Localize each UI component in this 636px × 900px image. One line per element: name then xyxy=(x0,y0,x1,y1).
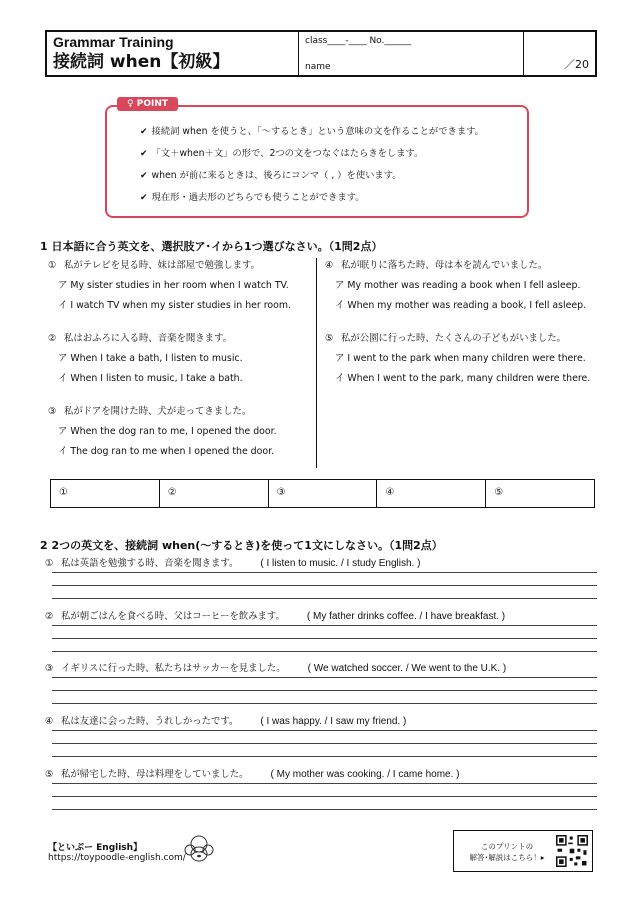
option-b[interactable]: イ The dog ran to me when I opened the door. xyxy=(58,446,275,457)
answer-lines[interactable] xyxy=(52,572,597,599)
option-a[interactable]: ア My mother was reading a book when I fell asleep. xyxy=(335,280,581,291)
answer-link-box[interactable] xyxy=(453,830,593,872)
check-icon: ✔ xyxy=(140,171,148,181)
question-number: ④ xyxy=(45,716,54,727)
answer-link-text xyxy=(462,841,552,863)
name-field[interactable]: name xyxy=(305,62,331,72)
question-number: ① xyxy=(45,558,54,569)
question-text: 私がドアを開けた時、犬が走ってきました。 xyxy=(64,406,252,417)
question-hint: ( I was happy. / I saw my friend. ) xyxy=(260,716,407,727)
footer-brand: 【といぷー English】 xyxy=(48,843,143,853)
check-icon: ✔ xyxy=(140,193,148,203)
question-number: ⑤ xyxy=(325,333,334,344)
point-text: when が前に来るときは、後ろにコンマ（ , ）を使います。 xyxy=(151,170,402,181)
answer-cell[interactable]: ④ xyxy=(377,480,486,507)
option-a[interactable]: ア I went to the park when many children were there. xyxy=(335,353,586,364)
question-number: ② xyxy=(48,333,57,344)
poodle-icon xyxy=(180,834,218,866)
worksheet-header xyxy=(45,30,597,77)
question-block xyxy=(48,329,291,389)
answer-table xyxy=(50,479,595,508)
check-icon: ✔ xyxy=(140,127,148,137)
question-block xyxy=(48,402,291,462)
point-text: 「文＋when＋文」の形で、2つの文をつなぐはたらきをします。 xyxy=(151,148,424,159)
question-number: ① xyxy=(48,260,57,271)
option-a[interactable]: ア My sister studies in her room when I watch TV. xyxy=(58,280,289,291)
answer-lines[interactable] xyxy=(52,625,597,652)
question-jp xyxy=(48,256,291,276)
footer-url[interactable]: https://toypoodle-english.com/ xyxy=(48,853,186,863)
question-text: イギリスに行った時、私たちはサッカーを見ました。 xyxy=(61,663,286,674)
qr-code-icon[interactable] xyxy=(556,835,588,867)
question-hint: ( I listen to music. / I study English. ) xyxy=(260,558,421,569)
question-number: ③ xyxy=(45,663,54,674)
answer-link-line2: 解答･解説はこちら！▸ xyxy=(469,853,545,862)
point-text: 接続詞 when を使うと、「～するとき」という意味の文を作ることができます。 xyxy=(151,126,484,137)
option-b[interactable]: イ When my mother was reading a book, I fell asleep. xyxy=(335,300,587,311)
question-block xyxy=(48,256,291,316)
question-number: ④ xyxy=(325,260,334,271)
section1-right-column xyxy=(325,256,590,402)
question-text: 私がテレビを見る時、妹は部屋で勉強します。 xyxy=(64,260,260,271)
point-item xyxy=(140,165,527,187)
section1-title: 1 日本語に合う英文を、選択肢ア･イから1つ選びなさい。（1問2点） xyxy=(40,240,383,253)
question-text: 私は英語を勉強する時、音楽を聞きます。 xyxy=(61,558,239,569)
question-text: 私は友達に会った時、うれしかったです。 xyxy=(61,716,239,727)
s2-question xyxy=(45,660,506,674)
question-hint: ( We watched soccer. / We went to the U.K. ) xyxy=(307,663,507,674)
answer-lines[interactable] xyxy=(52,677,597,704)
answer-link-line1: このプリントの xyxy=(480,842,534,851)
question-text: 私が朝ごはんを食べる時、父はコーヒーを飲みます。 xyxy=(61,611,285,622)
question-number: ② xyxy=(45,611,54,622)
point-badge-label: POINT xyxy=(136,99,169,109)
question-jp xyxy=(325,256,590,276)
question-text: 私が帰宅した時、母は料理をしていました。 xyxy=(61,769,249,780)
question-block xyxy=(325,329,590,389)
question-text: 私が公園に行った時、たくさんの子どもがいました。 xyxy=(341,333,567,344)
question-text: 私が眠りに落ちた時、母は本を読んでいました。 xyxy=(341,260,548,271)
point-item xyxy=(140,143,527,165)
question-jp xyxy=(325,329,590,349)
column-divider xyxy=(316,258,317,468)
option-b[interactable]: イ When I listen to music, I take a bath. xyxy=(58,373,243,384)
point-text: 現在形・過去形のどちらでも使うことができます。 xyxy=(151,192,365,203)
question-block xyxy=(325,256,590,316)
bulb-icon: ♀ xyxy=(127,99,134,109)
question-jp xyxy=(48,402,291,422)
s2-question xyxy=(45,555,420,569)
title-cell xyxy=(47,32,299,75)
section1-left-column xyxy=(48,256,291,475)
question-number: ③ xyxy=(48,406,57,417)
title-english: Grammar Training xyxy=(53,34,174,50)
point-item xyxy=(140,187,527,209)
student-info-cell xyxy=(299,32,524,75)
answer-cell[interactable]: ② xyxy=(160,480,269,507)
score-cell xyxy=(524,32,595,75)
s2-question xyxy=(45,766,459,780)
question-hint: ( My father drinks coffee. / I have breakfast. ) xyxy=(306,611,506,622)
class-number-field[interactable]: class____-____ No.______ xyxy=(305,36,412,46)
point-badge xyxy=(117,97,178,111)
answer-cell[interactable]: ③ xyxy=(269,480,378,507)
score-total: ／20 xyxy=(564,58,589,71)
option-b[interactable]: イ When I went to the park, many children were there. xyxy=(335,373,591,384)
answer-lines[interactable] xyxy=(52,730,597,757)
s2-question xyxy=(45,608,505,622)
option-a[interactable]: ア When I take a bath, I listen to music. xyxy=(58,353,243,364)
point-box xyxy=(105,99,529,218)
question-number: ⑤ xyxy=(45,769,54,780)
check-icon: ✔ xyxy=(140,149,148,159)
s2-question xyxy=(45,713,406,727)
point-item xyxy=(140,121,527,143)
answer-cell[interactable]: ① xyxy=(51,480,160,507)
title-japanese: 接続詞 when【初級】 xyxy=(53,52,230,72)
section2-title: 2 2つの英文を、接続詞 when(～するとき)を使って1文にしなさい。（1問2点） xyxy=(40,539,443,552)
option-b[interactable]: イ I watch TV when my sister studies in her room. xyxy=(58,300,291,311)
answer-lines[interactable] xyxy=(52,783,597,810)
question-hint: ( My mother was cooking. / I came home. ) xyxy=(270,769,460,780)
question-text: 私はおふろに入る時、音楽を聞きます。 xyxy=(64,333,233,344)
answer-cell[interactable]: ⑤ xyxy=(494,487,504,498)
option-a[interactable]: ア When the dog ran to me, I opened the door. xyxy=(58,426,277,437)
question-jp xyxy=(48,329,291,349)
